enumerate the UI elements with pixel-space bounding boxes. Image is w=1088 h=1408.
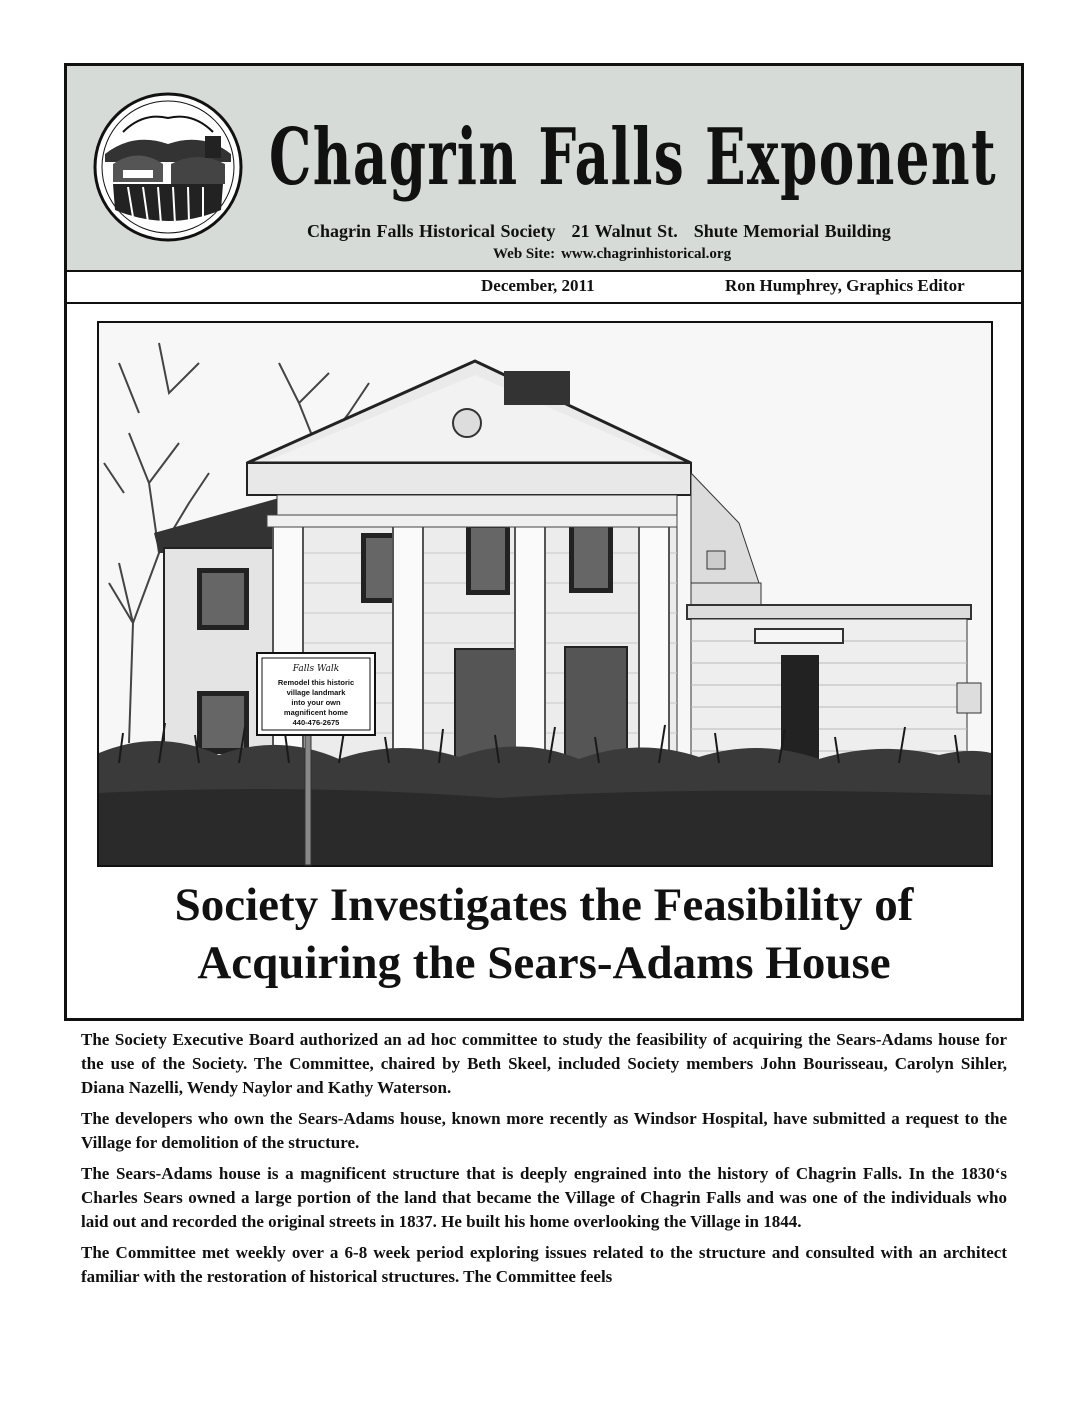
article-paragraph: The Society Executive Board authorized an ad hoc committee to study the feasibility of acquiring the Sears-Adams house for the use of the Society. The Committee, chaired by Beth Skeel, included Society members John Bourisseau, Carolyn Sihler, Diana Nazelli, Wendy Naylor and Kathy Waterson. [81,1030,1007,1097]
article-headline [67,876,1021,992]
newsletter-title [263,106,1003,206]
society-name: Chagrin Falls Historical Society [307,221,556,241]
sign-line: Remodel this historic [277,678,355,687]
website-line [493,246,731,263]
house-illustration [99,323,991,865]
graphics-editor: Ron Humphrey, Graphics Editor [725,276,965,295]
headline-line-2: Acquiring the Sears-Adams House [197,937,891,989]
website-label: Web Site: [493,246,556,262]
sign-line: magnificent home [283,708,349,717]
headline-line-1: Society Investigates the Feasibility of [174,879,914,931]
article-paragraph: The developers who own the Sears-Adams house, known more recently as Windsor Hospital, have submitted a request to the Village for demolition of the structure. [81,1109,1007,1152]
svg-text:Chagrin Falls Exponent: Chagrin Falls Exponent [269,112,997,203]
sign-line: into your own [291,698,341,707]
society-info [307,221,1007,242]
issue-date: December, 2011 [481,276,595,295]
sign-phone: 440-476-2675 [292,718,340,727]
website-link[interactable]: www.chagrinhistorical.org [561,246,732,262]
sign-line: village landmark [286,688,346,697]
society-building: Shute Memorial Building [693,221,891,241]
page-frame [64,63,1024,1286]
article-paragraph: The Committee met weekly over a 6-8 week period exploring issues related to the structure and consulted with an architect familiar with the restoration of historical structures. The Committee feels [81,1243,1007,1286]
article-body [81,1028,1007,1296]
article-paragraph: The Sears-Adams house is a magnificent structure that is deeply engrained into the history of Chagrin Falls. In the 1830‘s Charles Sears owned a large portion of the land that became the Village of Chagrin Falls and was one of the individuals who laid out and recorded the original streets in 1837. He built his home overlooking the Village in 1844. [81,1164,1007,1231]
historical-society-seal-icon [93,92,243,242]
society-address: 21 Walnut St. [571,221,678,241]
for-sale-sign [257,653,375,735]
dateline [67,272,1021,304]
sign-title: Falls Walk [292,664,340,674]
masthead [67,66,1021,272]
sears-adams-house-photo [97,321,993,867]
